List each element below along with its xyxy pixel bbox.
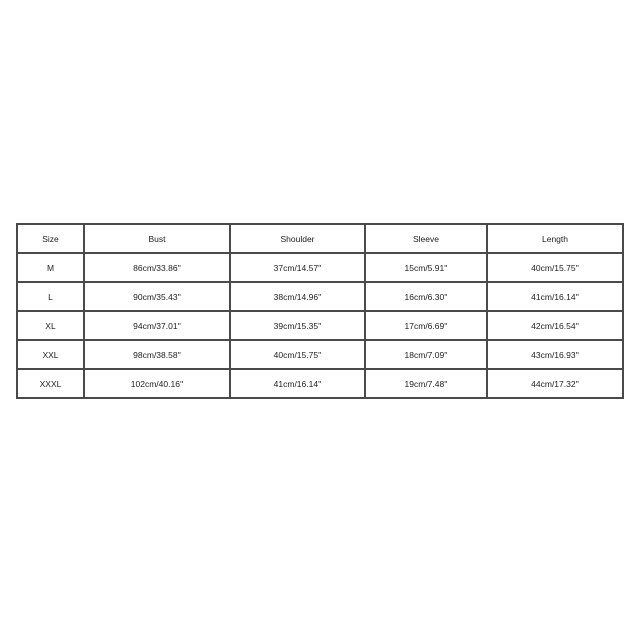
cell-bust: 90cm/35.43'' <box>85 283 231 312</box>
cell-size: XXXL <box>16 370 85 399</box>
cell-sleeve: 19cm/7.48'' <box>366 370 488 399</box>
cell-shoulder: 40cm/15.75'' <box>231 341 366 370</box>
cell-length: 43cm/16.93'' <box>488 341 624 370</box>
cell-shoulder: 38cm/14.96'' <box>231 283 366 312</box>
header-size: Size <box>16 223 85 254</box>
cell-size: L <box>16 283 85 312</box>
cell-size: XL <box>16 312 85 341</box>
table-row <box>16 254 624 283</box>
table-row <box>16 283 624 312</box>
cell-sleeve: 18cm/7.09'' <box>366 341 488 370</box>
header-sleeve: Sleeve <box>366 223 488 254</box>
table-row <box>16 370 624 399</box>
header-bust: Bust <box>85 223 231 254</box>
cell-shoulder: 39cm/15.35'' <box>231 312 366 341</box>
table-row <box>16 341 624 370</box>
header-length: Length <box>488 223 624 254</box>
cell-sleeve: 16cm/6.30'' <box>366 283 488 312</box>
cell-bust: 94cm/37.01'' <box>85 312 231 341</box>
cell-length: 44cm/17.32'' <box>488 370 624 399</box>
table-row <box>16 312 624 341</box>
cell-bust: 102cm/40.16'' <box>85 370 231 399</box>
cell-sleeve: 15cm/5.91'' <box>366 254 488 283</box>
cell-bust: 86cm/33.86'' <box>85 254 231 283</box>
cell-shoulder: 41cm/16.14'' <box>231 370 366 399</box>
cell-length: 41cm/16.14'' <box>488 283 624 312</box>
cell-shoulder: 37cm/14.57'' <box>231 254 366 283</box>
cell-length: 40cm/15.75'' <box>488 254 624 283</box>
cell-size: M <box>16 254 85 283</box>
size-chart-table <box>16 223 624 399</box>
cell-length: 42cm/16.54'' <box>488 312 624 341</box>
cell-size: XXL <box>16 341 85 370</box>
cell-bust: 98cm/38.58'' <box>85 341 231 370</box>
table-header-row <box>16 223 624 254</box>
header-shoulder: Shoulder <box>231 223 366 254</box>
cell-sleeve: 17cm/6.69'' <box>366 312 488 341</box>
